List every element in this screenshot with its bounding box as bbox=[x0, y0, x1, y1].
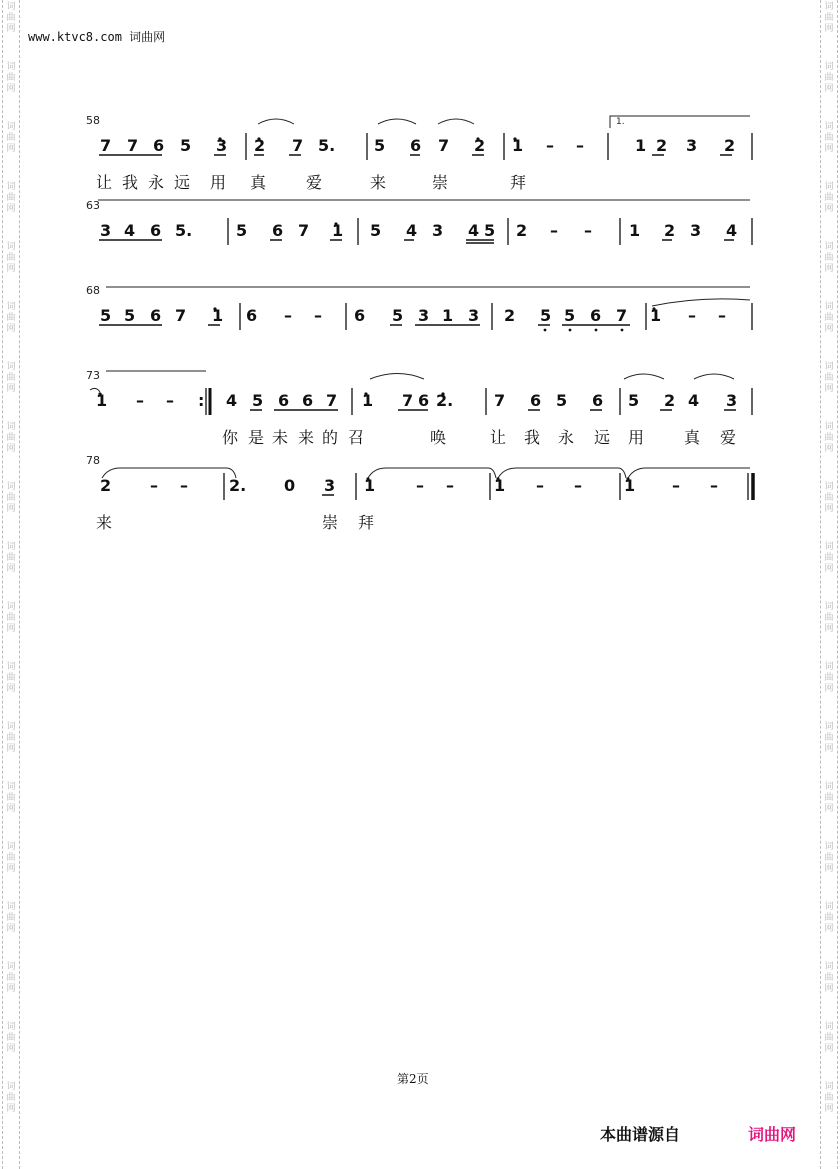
note: 6 bbox=[150, 306, 162, 325]
note: : bbox=[198, 391, 205, 410]
watermark-char: 曲 bbox=[824, 613, 834, 623]
watermark-char: 网 bbox=[824, 264, 834, 274]
watermark-char: 词 bbox=[824, 602, 834, 612]
note: 2 bbox=[656, 136, 668, 155]
note: 5 bbox=[628, 391, 640, 410]
note: 3 bbox=[468, 306, 480, 325]
watermark-char: 网 bbox=[824, 84, 834, 94]
watermark-char: 曲 bbox=[6, 853, 16, 863]
watermark-char: 曲 bbox=[824, 133, 834, 143]
note: – bbox=[672, 476, 680, 495]
watermark-char: 网 bbox=[6, 804, 16, 814]
note: 5 bbox=[564, 306, 576, 325]
site-header[interactable]: www.ktvc8.com 词曲网 bbox=[28, 30, 166, 44]
watermark-char: 网 bbox=[6, 624, 16, 634]
note: 5 bbox=[124, 306, 136, 325]
lyric: 崇 bbox=[322, 513, 339, 532]
note: 6 bbox=[278, 391, 290, 410]
watermark-char: 曲 bbox=[824, 853, 834, 863]
note: – bbox=[710, 476, 718, 495]
note: 2 bbox=[664, 391, 676, 410]
note: – bbox=[546, 136, 554, 155]
watermark-char: 曲 bbox=[824, 373, 834, 383]
lyric: 的 bbox=[322, 428, 339, 447]
watermark-char: 网 bbox=[824, 24, 834, 34]
note: 2. bbox=[436, 391, 454, 410]
note: 5 bbox=[540, 306, 552, 325]
watermark-char: 曲 bbox=[6, 1033, 16, 1043]
watermark-char: 曲 bbox=[6, 73, 16, 83]
watermark-char: 词 bbox=[6, 62, 16, 72]
note: 1 bbox=[624, 476, 636, 495]
watermark-char: 网 bbox=[824, 924, 834, 934]
watermark-char: 曲 bbox=[824, 193, 834, 203]
watermark-char: 曲 bbox=[824, 13, 834, 23]
watermark-char: 词 bbox=[824, 1022, 834, 1032]
note: 4 bbox=[226, 391, 238, 410]
note: 4 bbox=[468, 221, 480, 240]
lyric: 用 bbox=[210, 173, 227, 192]
watermark-char: 词 bbox=[6, 1082, 16, 1092]
watermark-char: 网 bbox=[6, 204, 16, 214]
note: – bbox=[416, 476, 424, 495]
lyric: 用 bbox=[628, 428, 645, 447]
note: 1 bbox=[364, 476, 376, 495]
note: 3 bbox=[324, 476, 336, 495]
note: 1 bbox=[629, 221, 641, 240]
lyric: 来 bbox=[298, 428, 315, 447]
watermark-char: 词 bbox=[6, 242, 16, 252]
lyric: 爱 bbox=[720, 428, 737, 447]
watermark-char: 词 bbox=[824, 422, 834, 432]
watermark-char: 网 bbox=[6, 924, 16, 934]
watermark-char: 网 bbox=[6, 1044, 16, 1054]
watermark-char: 曲 bbox=[824, 733, 834, 743]
note: 6 bbox=[592, 391, 604, 410]
watermark-char: 网 bbox=[824, 1104, 834, 1114]
watermark-char: 网 bbox=[824, 804, 834, 814]
watermark-char: 网 bbox=[824, 324, 834, 334]
lyric: 来 bbox=[370, 173, 387, 192]
note: – bbox=[536, 476, 544, 495]
note: 4 bbox=[406, 221, 418, 240]
note: – bbox=[574, 476, 582, 495]
note: 2 bbox=[254, 136, 266, 155]
watermark-char: 网 bbox=[824, 1044, 834, 1054]
watermark-char: 曲 bbox=[824, 673, 834, 683]
note: 4 bbox=[726, 221, 738, 240]
watermark-char: 词 bbox=[6, 122, 16, 132]
note: 5 bbox=[236, 221, 248, 240]
watermark-char: 曲 bbox=[6, 913, 16, 923]
watermark-char: 网 bbox=[6, 144, 16, 154]
lyric: 来 bbox=[96, 513, 113, 532]
watermark-char: 曲 bbox=[824, 73, 834, 83]
note: 7 bbox=[616, 306, 628, 325]
note: 7 bbox=[100, 136, 112, 155]
note: 2 bbox=[516, 221, 528, 240]
note: 7 bbox=[175, 306, 187, 325]
watermark-char: 网 bbox=[824, 624, 834, 634]
note: 2 bbox=[724, 136, 736, 155]
watermark-char: 网 bbox=[6, 264, 16, 274]
watermark-char: 曲 bbox=[824, 553, 834, 563]
lyric: 召 bbox=[348, 428, 365, 447]
watermark-char: 网 bbox=[824, 744, 834, 754]
watermark-char: 曲 bbox=[6, 253, 16, 263]
note: 6 bbox=[246, 306, 258, 325]
note: 2 bbox=[474, 136, 486, 155]
watermark-char: 网 bbox=[6, 744, 16, 754]
watermark-char: 词 bbox=[6, 542, 16, 552]
note: 1 bbox=[362, 391, 374, 410]
lyric: 唤 bbox=[430, 428, 447, 447]
watermark-char: 网 bbox=[824, 384, 834, 394]
watermark-char: 曲 bbox=[6, 493, 16, 503]
note: 7 bbox=[438, 136, 450, 155]
watermark-char: 曲 bbox=[824, 253, 834, 263]
note: 3 bbox=[100, 221, 112, 240]
note: 7 bbox=[292, 136, 304, 155]
note: 5. bbox=[175, 221, 193, 240]
watermark-char: 曲 bbox=[824, 1033, 834, 1043]
watermark-char: 曲 bbox=[6, 193, 16, 203]
watermark-char: 词 bbox=[6, 362, 16, 372]
note: 5 bbox=[252, 391, 264, 410]
note: 5 bbox=[556, 391, 568, 410]
note: 4 bbox=[688, 391, 700, 410]
note: 6 bbox=[150, 221, 162, 240]
watermark-char: 曲 bbox=[824, 493, 834, 503]
note: 3 bbox=[686, 136, 698, 155]
watermark-char: 曲 bbox=[824, 313, 834, 323]
watermark-char: 曲 bbox=[824, 973, 834, 983]
note: 2 bbox=[664, 221, 676, 240]
watermark-char: 词 bbox=[6, 1022, 16, 1032]
watermark-char: 词 bbox=[824, 62, 834, 72]
watermark-char: 词 bbox=[6, 302, 16, 312]
watermark-char: 网 bbox=[6, 564, 16, 574]
note: 5 bbox=[374, 136, 386, 155]
watermark-char: 曲 bbox=[6, 133, 16, 143]
watermark-char: 曲 bbox=[6, 13, 16, 23]
note: 6 bbox=[354, 306, 366, 325]
note: 1 bbox=[635, 136, 647, 155]
note: – bbox=[166, 391, 174, 410]
note: – bbox=[180, 476, 188, 495]
watermark-char: 网 bbox=[824, 204, 834, 214]
watermark-char: 网 bbox=[6, 864, 16, 874]
watermark-char: 网 bbox=[824, 984, 834, 994]
note: 1 bbox=[494, 476, 506, 495]
watermark-char: 词 bbox=[824, 782, 834, 792]
watermark-char: 词 bbox=[6, 962, 16, 972]
note: 6 bbox=[418, 391, 430, 410]
page-number: 第2页 bbox=[397, 1072, 429, 1086]
note: – bbox=[284, 306, 292, 325]
note: – bbox=[718, 306, 726, 325]
watermark-char: 词 bbox=[6, 482, 16, 492]
note: – bbox=[688, 306, 696, 325]
watermark-char: 曲 bbox=[6, 313, 16, 323]
lyric: 是 bbox=[248, 428, 265, 447]
note: – bbox=[584, 221, 592, 240]
watermark-char: 词 bbox=[824, 902, 834, 912]
note: 5 bbox=[484, 221, 496, 240]
watermark-char: 词 bbox=[824, 482, 834, 492]
lyric: 真 bbox=[684, 428, 701, 447]
note: 1 bbox=[212, 306, 224, 325]
lyric: 我 bbox=[524, 428, 541, 447]
note: 6 bbox=[410, 136, 422, 155]
source-label: 本曲谱源自 bbox=[600, 1125, 681, 1144]
note: 7 bbox=[298, 221, 310, 240]
note: – bbox=[136, 391, 144, 410]
note: 3 bbox=[726, 391, 738, 410]
note: – bbox=[150, 476, 158, 495]
note: 7 bbox=[127, 136, 139, 155]
note: 1 bbox=[512, 136, 524, 155]
watermark-char: 词 bbox=[6, 662, 16, 672]
note: 6 bbox=[302, 391, 314, 410]
note: – bbox=[446, 476, 454, 495]
note: 1 bbox=[96, 391, 108, 410]
watermark-char: 曲 bbox=[6, 613, 16, 623]
measure-number: 63 bbox=[86, 199, 100, 212]
note: 5. bbox=[318, 136, 336, 155]
lyric: 我 bbox=[122, 173, 139, 192]
note: 7 bbox=[494, 391, 506, 410]
note: 7 bbox=[326, 391, 338, 410]
note: 5 bbox=[392, 306, 404, 325]
watermark-char: 词 bbox=[6, 842, 16, 852]
note: 2 bbox=[504, 306, 516, 325]
watermark-char: 网 bbox=[824, 864, 834, 874]
watermark-char: 曲 bbox=[6, 793, 16, 803]
watermark-char: 词 bbox=[6, 722, 16, 732]
note: 6 bbox=[590, 306, 602, 325]
watermark-char: 词 bbox=[824, 962, 834, 972]
lyric: 永 bbox=[148, 173, 165, 192]
watermark-char: 网 bbox=[6, 444, 16, 454]
note: 5 bbox=[100, 306, 112, 325]
measure-number: 73 bbox=[86, 369, 100, 382]
note: 5 bbox=[180, 136, 192, 155]
note: 1 bbox=[650, 306, 662, 325]
lyric: 崇 bbox=[432, 173, 449, 192]
watermark-char: 曲 bbox=[6, 673, 16, 683]
note: 1 bbox=[442, 306, 454, 325]
note: 3 bbox=[432, 221, 444, 240]
watermark-char: 词 bbox=[824, 302, 834, 312]
lyric: 未 bbox=[272, 428, 289, 447]
watermark-char: 词 bbox=[6, 2, 16, 12]
watermark-char: 曲 bbox=[6, 433, 16, 443]
watermark-char: 网 bbox=[824, 444, 834, 454]
note: – bbox=[314, 306, 322, 325]
watermark-char: 曲 bbox=[824, 1093, 834, 1103]
watermark-char: 词 bbox=[6, 422, 16, 432]
note: 4 bbox=[124, 221, 136, 240]
watermark-char: 词 bbox=[824, 182, 834, 192]
watermark-char: 词 bbox=[6, 602, 16, 612]
note: – bbox=[576, 136, 584, 155]
note: 3 bbox=[418, 306, 430, 325]
brand-label[interactable]: 词曲网 bbox=[748, 1125, 797, 1144]
note: 3 bbox=[690, 221, 702, 240]
watermark-char: 曲 bbox=[824, 913, 834, 923]
measure-number: 58 bbox=[86, 114, 100, 127]
watermark-char: 网 bbox=[6, 984, 16, 994]
lyric: 远 bbox=[594, 428, 611, 447]
watermark-char: 网 bbox=[6, 504, 16, 514]
watermark-char: 词 bbox=[6, 782, 16, 792]
lyric: 让 bbox=[96, 173, 113, 192]
watermark-char: 词 bbox=[824, 722, 834, 732]
note: 3 bbox=[216, 136, 228, 155]
lyric: 真 bbox=[250, 173, 267, 192]
watermark-char: 词 bbox=[824, 1082, 834, 1092]
note: 2. bbox=[229, 476, 247, 495]
watermark-char: 曲 bbox=[824, 793, 834, 803]
lyric: 永 bbox=[558, 428, 575, 447]
watermark-char: 词 bbox=[824, 2, 834, 12]
watermark-char: 网 bbox=[824, 564, 834, 574]
watermark-char: 词 bbox=[824, 842, 834, 852]
note: 7 bbox=[402, 391, 414, 410]
watermark-char: 网 bbox=[6, 24, 16, 34]
note: – bbox=[550, 221, 558, 240]
watermark-char: 网 bbox=[824, 684, 834, 694]
lyric: 爱 bbox=[306, 173, 323, 192]
note: 0 bbox=[284, 476, 296, 495]
watermark-char: 词 bbox=[824, 122, 834, 132]
lyric: 让 bbox=[490, 428, 507, 447]
watermark-char: 曲 bbox=[6, 373, 16, 383]
watermark-char: 词 bbox=[6, 182, 16, 192]
note: 2 bbox=[100, 476, 112, 495]
watermark-char: 网 bbox=[6, 84, 16, 94]
lyric: 拜 bbox=[510, 173, 527, 192]
lyric: 拜 bbox=[358, 513, 375, 532]
watermark-char: 曲 bbox=[6, 553, 16, 563]
watermark-char: 网 bbox=[824, 144, 834, 154]
note: 1 bbox=[332, 221, 344, 240]
watermark-char: 词 bbox=[6, 902, 16, 912]
lyric: 远 bbox=[174, 173, 191, 192]
watermark-char: 曲 bbox=[824, 433, 834, 443]
note: 6 bbox=[272, 221, 284, 240]
volta-label: 1. bbox=[616, 117, 625, 127]
watermark-char: 词 bbox=[824, 242, 834, 252]
measure-number: 78 bbox=[86, 454, 100, 467]
watermark-char: 网 bbox=[6, 684, 16, 694]
watermark-char: 网 bbox=[6, 384, 16, 394]
note: 6 bbox=[153, 136, 165, 155]
watermark-char: 曲 bbox=[6, 733, 16, 743]
measure-number: 68 bbox=[86, 284, 100, 297]
watermark-char: 网 bbox=[824, 504, 834, 514]
watermark-char: 词 bbox=[824, 662, 834, 672]
watermark-char: 词 bbox=[824, 542, 834, 552]
lyric: 你 bbox=[222, 428, 239, 447]
note: 5 bbox=[370, 221, 382, 240]
note: 6 bbox=[530, 391, 542, 410]
watermark-char: 曲 bbox=[6, 973, 16, 983]
watermark-char: 曲 bbox=[6, 1093, 16, 1103]
watermark-char: 网 bbox=[6, 1104, 16, 1114]
watermark-char: 网 bbox=[6, 324, 16, 334]
watermark-char: 词 bbox=[824, 362, 834, 372]
